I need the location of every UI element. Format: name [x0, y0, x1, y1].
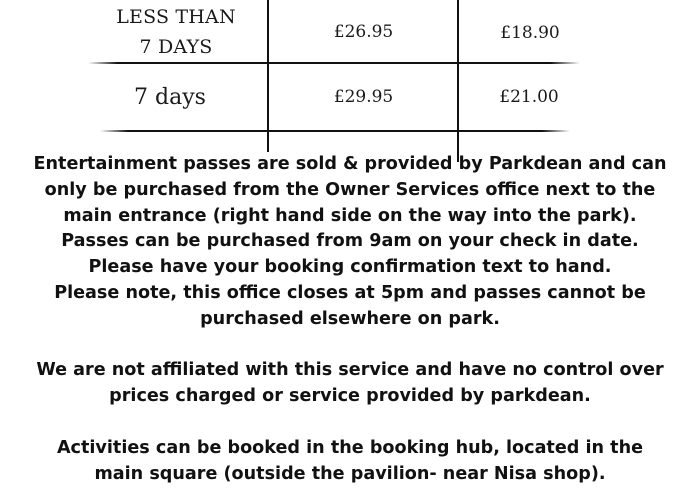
notice-office-hours: Please note, this office closes at 5pm and passes cannot be purchased elsewhere on park.	[54, 282, 646, 329]
price-cell-7-days-a: £29.95	[333, 87, 394, 107]
notice-purchase-time: Passes can be purchased from 9am on your check in date.	[61, 231, 639, 252]
row-label-7-days: 7 days	[134, 84, 206, 110]
notice-activities-booking: Activities can be booked in the booking hub, located in the main square (outside the pavilion- near Nisa shop).	[56, 437, 644, 484]
notice-entertainment-passes: Entertainment passes are sold & provided by Parkdean and can only be purchased from the Owner Services office next to the main entrance (right hand side on the way into the park).	[33, 154, 667, 226]
paragraph-spacer	[30, 410, 670, 436]
price-cell-7-days-b: £21.00	[499, 87, 559, 107]
price-table	[0, 0, 700, 160]
table-bottom-border	[100, 130, 570, 132]
price-cell-less-than-7-days-a: £26.95	[333, 22, 394, 42]
row-label-line-2: 7 DAYS	[139, 36, 213, 58]
paragraph-spacer	[30, 333, 670, 359]
notice-not-affiliated: We are not affiliated with this service and have no control over prices charged or service provided by parkdean.	[36, 360, 664, 407]
row-label-less-than-7-days	[76, 2, 276, 62]
notice-text	[30, 152, 670, 487]
price-cell-less-than-7-days-b: £18.90	[500, 23, 560, 43]
notice-booking-confirmation: Please have your booking confirmation text to hand.	[88, 257, 612, 278]
row-label-line-1: LESS THAN	[116, 6, 236, 28]
